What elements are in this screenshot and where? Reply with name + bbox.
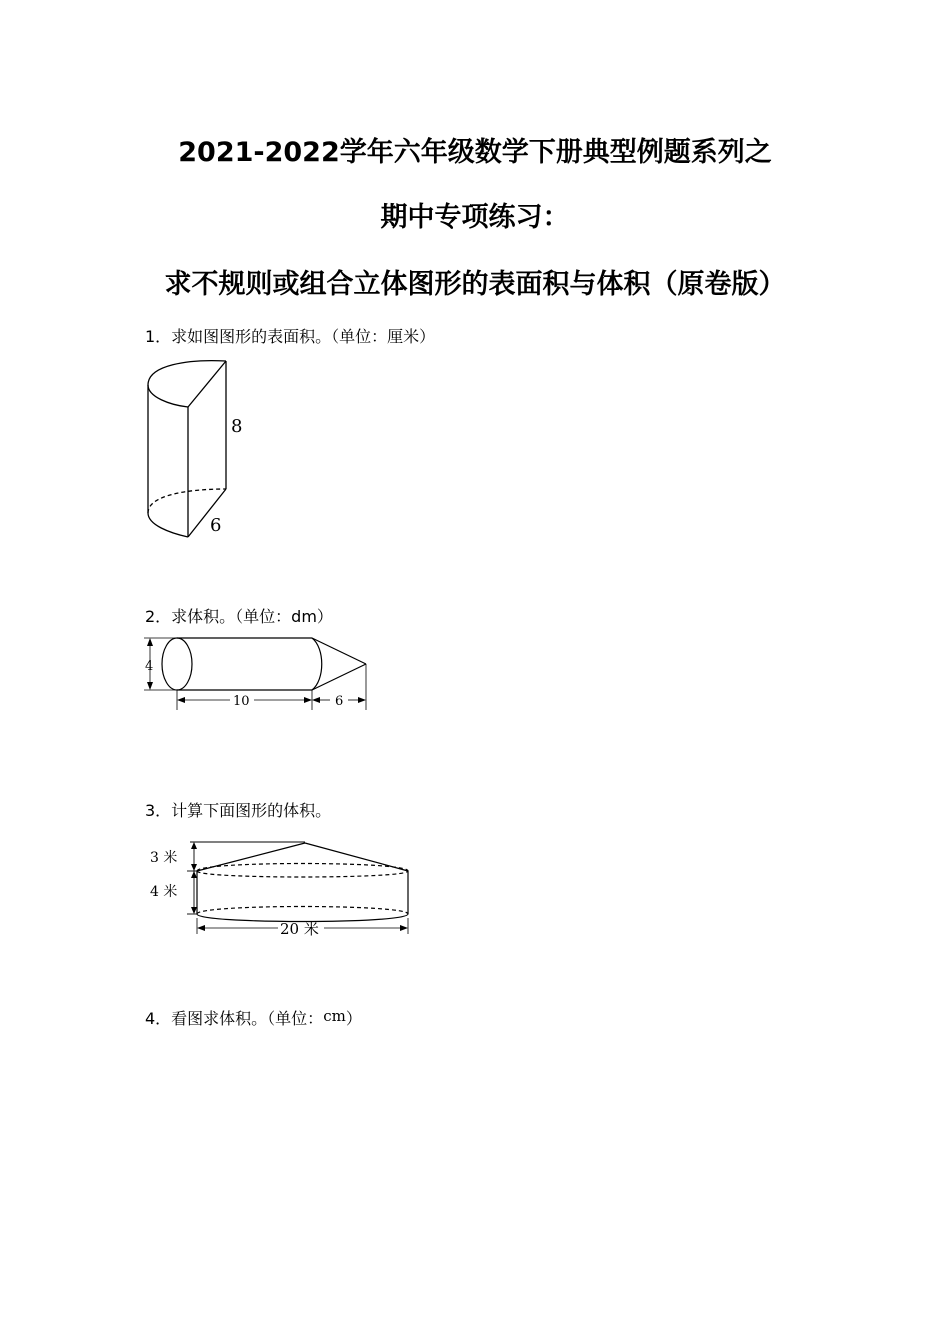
question-3-cylinder-height-label: 4 米 — [150, 884, 178, 900]
question-4-text — [145, 1005, 362, 1030]
question-1-diameter-label: 6 — [210, 515, 222, 536]
document-title-line-1: 2021-2022学年六年级数学下册典型例题系列之 — [178, 137, 772, 168]
question-4-text-suffix: ） — [345, 1009, 362, 1028]
question-3-text: 3．计算下面图形的体积。 — [145, 801, 332, 820]
document-title-line-3: 求不规则或组合立体图形的表面积与体积（原卷版） — [164, 269, 786, 300]
question-2-cone-length-label: 6 — [335, 694, 344, 709]
question-1-figure-half-cylinder — [140, 355, 260, 545]
question-1-height-label: 8 — [231, 416, 243, 437]
question-3-diameter-label: 20 米 — [280, 920, 319, 938]
question-2-cylinder-length-label: 10 — [233, 694, 250, 709]
question-4-text-prefix: 4．看图求体积。（单位： — [145, 1009, 324, 1028]
question-2-text: 2．求体积。（单位：dm） — [145, 607, 333, 626]
question-3-figure-cylinder-with-cone — [140, 836, 420, 944]
question-4-unit: cm — [323, 1007, 346, 1025]
question-3-cone-height-label: 3 米 — [150, 850, 178, 866]
question-2-diameter-label: 4 — [145, 659, 154, 674]
question-1-text: 1．求如图图形的表面积。（单位：厘米） — [145, 327, 436, 346]
question-2-figure-cylinder-with-cone — [140, 634, 380, 716]
document-title-line-2: 期中专项练习： — [380, 202, 570, 233]
